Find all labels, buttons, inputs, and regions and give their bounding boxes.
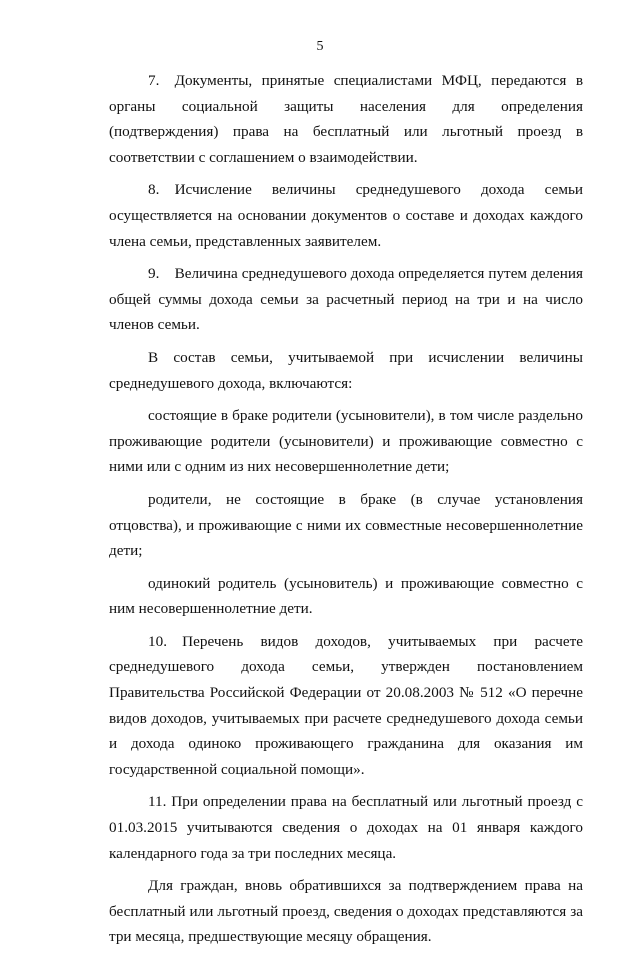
paragraph-new-applicants-income: Для граждан, вновь обратившихся за подтверждением права на бесплатный или льготный проезд, сведения о доходах представляются за три месяца, предшествующие месяцу обращения. [109,877,583,946]
paragraph-single-parent: одинокий родитель (усыновитель) и проживающие совместно с ним несовершеннолетние дети. [109,574,583,618]
document-body [109,68,583,957]
paragraph-8-income-calculation-basis: 8. Исчисление величины среднедушевого дохода семьи осуществляется на основании документов о составе и доходах каждого члена семьи, представленных заявителем. [109,181,583,250]
paragraph-married-parents: состоящие в браке родители (усыновители), в том числе раздельно проживающие родители (усыновители) и проживающие совместно с ними или с одним из них несовершеннолетние дети; [109,407,583,476]
paragraph-7-documents-transfer: 7. Документы, принятые специалистами МФЦ, передаются в органы социальной защиты населения для определения (подтверждения) права на бесплатный или льготный проезд в соответствии с соглашением о взаимодействии. [109,72,583,166]
paragraph-9-average-income-formula: 9. Величина среднедушевого дохода определяется путем деления общей суммы дохода семьи за расчетный период на три и на число членов семьи. [109,265,583,334]
paragraph-family-composition-intro: В состав семьи, учитываемой при исчислении величины среднедушевого дохода, включаются: [109,348,583,392]
paragraph-unmarried-parents: родители, не состоящие в браке (в случае установления отцовства), и проживающие с ними их совместные несовершеннолетние дети; [109,490,583,560]
page-number: 5 [316,39,324,54]
paragraph-11-income-period: 11. При определении права на бесплатный или льготный проезд с 01.03.2015 учитываются сведения о доходах на 01 января каждого календарного года за три последних месяца. [109,793,583,862]
paragraph-10-income-types-list: 10. Перечень видов доходов, учитываемых при расчете среднедушевого дохода семьи, утвержден постановлением Правительства Российской Федерации от 20.08.2003 № 512 «О перечне видов доходов, учитываемых при расчете среднедушевого дохода семьи и дохода одиноко проживающего гражданина для оказания им государственной социальной помощи». [109,632,583,778]
